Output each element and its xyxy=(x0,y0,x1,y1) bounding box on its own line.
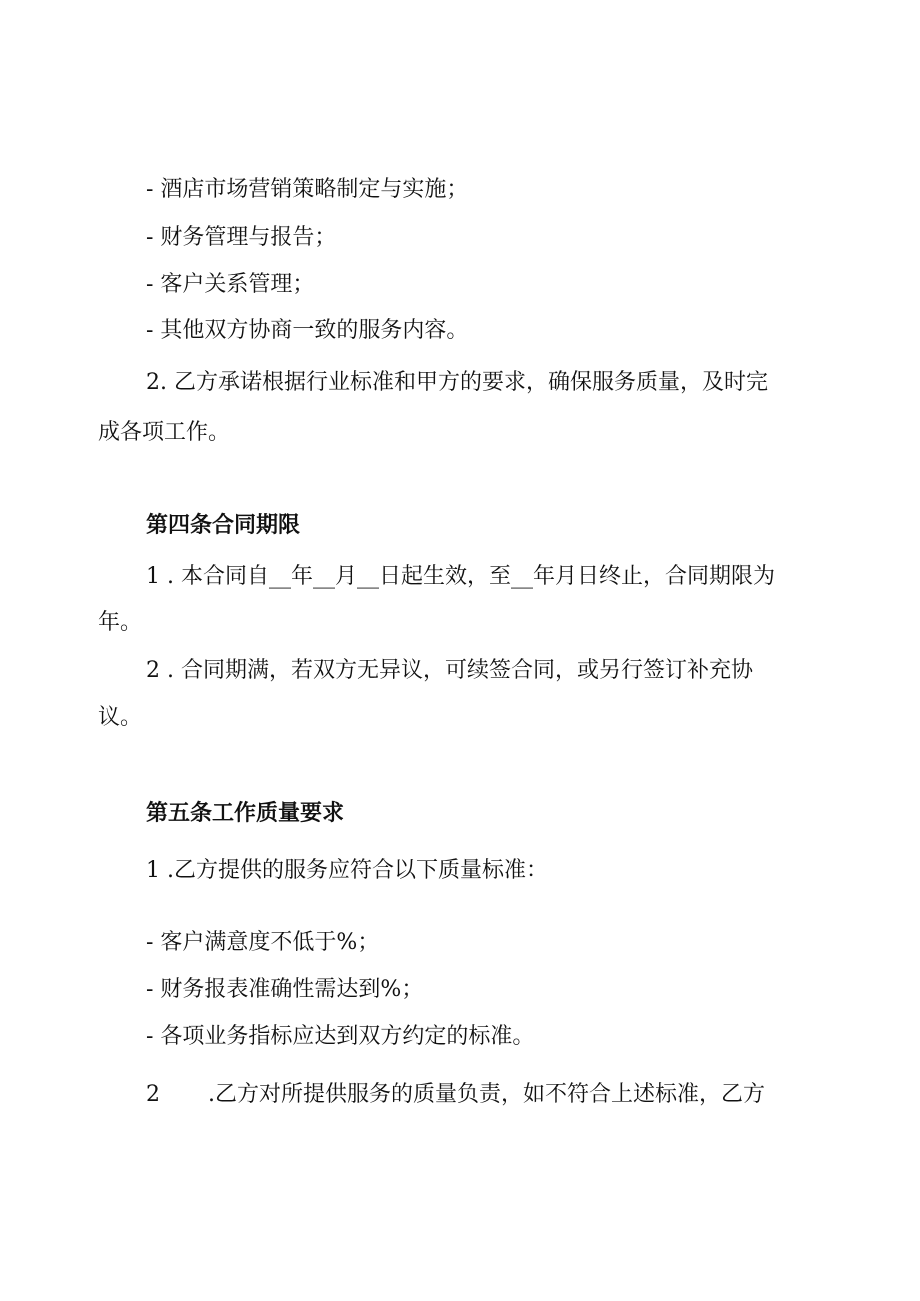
service-item-other: - 其他双方协商一致的服务内容。 xyxy=(146,318,469,343)
service-item-marketing: - 酒店市场营销策略制定与实施； xyxy=(146,177,469,202)
section4-clause1-line1: 1 . 本合同自__年__月__日起生效，至__年月日终止，合同期限为 xyxy=(146,564,775,589)
section4-clause1-line2: 年。 xyxy=(98,610,143,635)
section3-clause2-line2: 成各项工作。 xyxy=(98,420,231,445)
section3-clause2-line1: 2. 乙方承诺根据行业标准和甲方的要求，确保服务质量，及时完 xyxy=(146,370,768,395)
section5-heading: 第五条工作质量要求 xyxy=(146,800,345,826)
section5-clause2 xyxy=(146,1080,765,1110)
quality-item-accuracy: - 财务报表准确性需达到%； xyxy=(146,977,424,1002)
section4-clause2-line2: 议。 xyxy=(98,705,143,730)
service-item-finance: - 财务管理与报告； xyxy=(146,225,337,250)
quality-item-satisfaction: - 客户满意度不低于%； xyxy=(146,930,380,955)
section5-clause2-text: .乙方对所提供服务的质量负责，如不符合上述标准，乙方 xyxy=(208,1082,765,1107)
section5-clause2-number: 2 xyxy=(146,1082,160,1107)
quality-item-standards: - 各项业务指标应达到双方约定的标准。 xyxy=(146,1024,535,1049)
section4-heading: 第四条合同期限 xyxy=(146,512,301,538)
section5-clause1: 1 .乙方提供的服务应符合以下质量标准： xyxy=(146,858,548,883)
service-item-customer: - 客户关系管理； xyxy=(146,272,315,297)
section4-clause2-line1: 2 . 合同期满，若双方无异议，可续签合同，或另行签订补充协 xyxy=(146,658,753,683)
